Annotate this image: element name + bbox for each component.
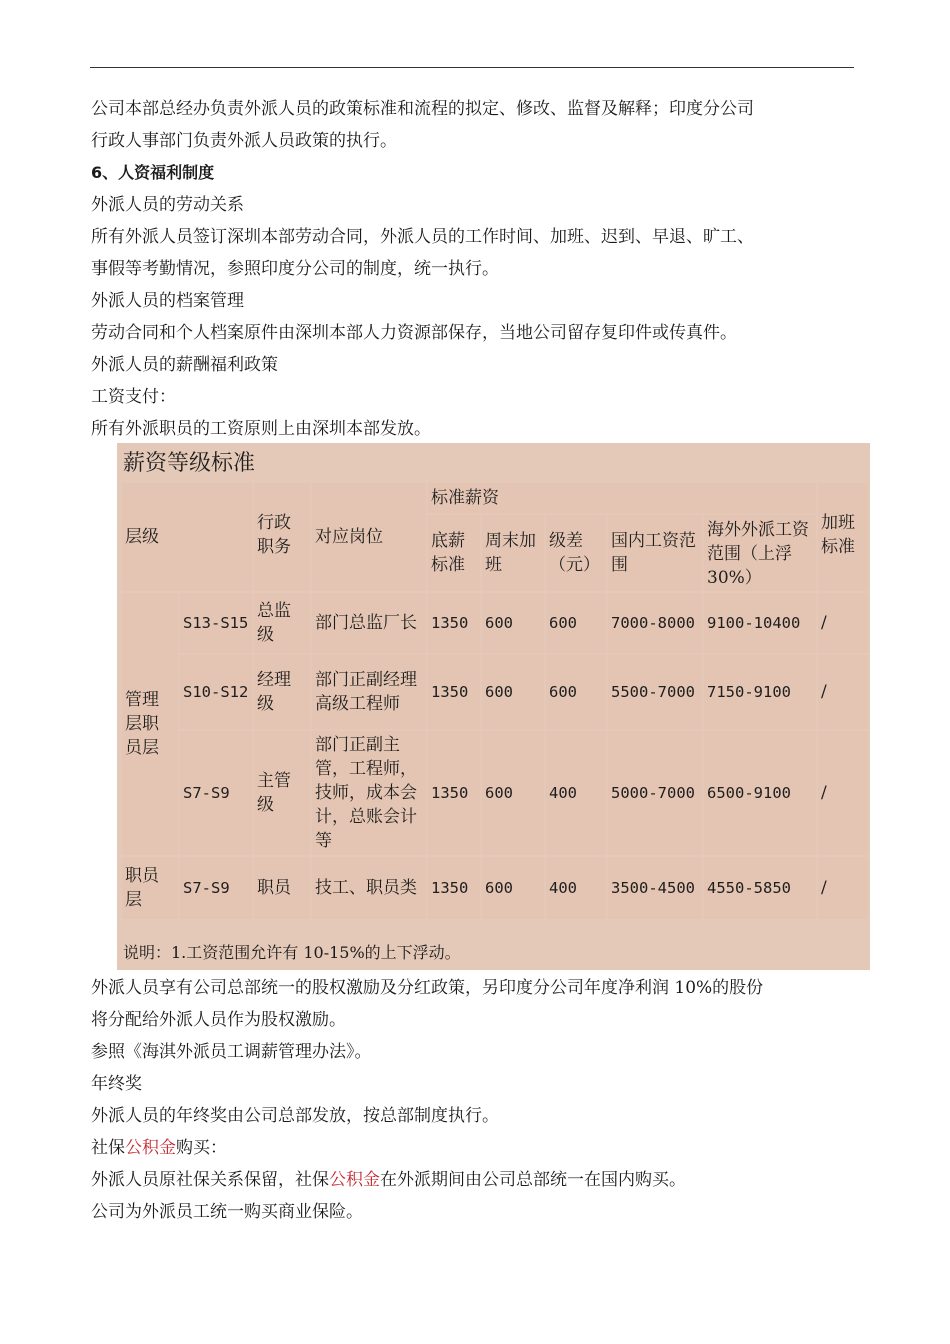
- weekend-cell: 600: [482, 857, 544, 919]
- weekend-cell: 600: [482, 731, 544, 855]
- diff-cell: 400: [546, 731, 606, 855]
- salary-grade-table: [117, 443, 870, 970]
- table-note: 说明：1.工资范围允许有 10-15%的上下浮动。: [123, 943, 461, 962]
- paragraph: 劳动合同和个人档案原件由深圳本部人力资源部保存，当地公司留存复印件或传真件。: [91, 323, 737, 343]
- paragraph: 事假等考勤情况，参照印度分公司的制度，统一执行。: [91, 259, 499, 279]
- overtime-cell: /: [818, 655, 868, 729]
- header-overtime: 加班标准: [818, 483, 868, 591]
- domestic-cell: 7000-8000: [608, 593, 702, 653]
- highlight-text: 公积金: [329, 1170, 380, 1190]
- overtime-cell: /: [818, 593, 868, 653]
- header-standard-salary: 标准薪资: [428, 483, 816, 513]
- domestic-cell: 3500-4500: [608, 857, 702, 919]
- weekend-cell: 600: [482, 593, 544, 653]
- paragraph: 公司本部总经办负责外派人员的政策标准和流程的拟定、修改、监督及解释；印度分公司: [91, 99, 754, 119]
- text-segment: 外派人员原社保关系保留，社保: [91, 1170, 329, 1190]
- position-cell: 部门正副经理高级工程师: [312, 655, 426, 729]
- position-cell: 部门正副主管，工程师，技师，成本会计，总账会计等: [312, 731, 426, 855]
- header-overseas: 海外外派工资范围（上浮 30%）: [704, 515, 816, 591]
- domestic-cell: 5500-7000: [608, 655, 702, 729]
- paragraph: 行政人事部门负责外派人员政策的执行。: [91, 131, 397, 151]
- overseas-cell: 4550-5850: [704, 857, 816, 919]
- grade-cell: S7-S9: [180, 857, 252, 919]
- paragraph: 公司为外派员工统一购买商业保险。: [91, 1202, 363, 1222]
- diff-cell: 400: [546, 857, 606, 919]
- group-staff: 职员层: [122, 857, 178, 919]
- grade-cell: S13-S15: [180, 593, 252, 653]
- overseas-cell: 9100-10400: [704, 593, 816, 653]
- header-weekend: 周末加班: [482, 515, 544, 591]
- paragraph: 将分配给外派人员作为股权激励。: [91, 1010, 346, 1030]
- text-segment: 在外派期间由公司总部统一在国内购买。: [380, 1170, 686, 1190]
- header-domestic: 国内工资范围: [608, 515, 702, 591]
- subheading: 外派人员的档案管理: [91, 291, 244, 311]
- base-cell: 1350: [428, 857, 480, 919]
- paragraph: 所有外派人员签订深圳本部劳动合同，外派人员的工作时间、加班、迟到、早退、旷工、: [91, 227, 754, 247]
- paragraph: 参照《海淇外派员工调薪管理办法》。: [91, 1042, 372, 1062]
- paragraph: 外派人员享有公司总部统一的股权激励及分红政策，另印度分公司年度净利润 10%的股份: [91, 978, 764, 998]
- subheading: 外派人员的薪酬福利政策: [91, 355, 278, 375]
- position-cell: 部门总监厂长: [312, 593, 426, 653]
- header-position: 对应岗位: [312, 483, 426, 591]
- base-cell: 1350: [428, 731, 480, 855]
- text-segment: 购买：: [176, 1138, 227, 1158]
- diff-cell: 600: [546, 655, 606, 729]
- paragraph: 所有外派职员的工资原则上由深圳本部发放。: [91, 419, 431, 439]
- overtime-cell: /: [818, 731, 868, 855]
- text-segment: 社保: [91, 1138, 125, 1158]
- paragraph: [91, 1169, 686, 1191]
- subheading: 工资支付：: [91, 387, 176, 407]
- section-heading: 6、人资福利制度: [91, 163, 215, 182]
- header-base: 底薪标准: [428, 515, 480, 591]
- header-admin-post: 行政职务: [254, 483, 310, 591]
- position-cell: 技工、职员类: [312, 857, 426, 919]
- overseas-cell: 6500-9100: [704, 731, 816, 855]
- post-cell: 职员: [254, 857, 310, 919]
- diff-cell: 600: [546, 593, 606, 653]
- paragraph: 外派人员的年终奖由公司总部发放，按总部制度执行。: [91, 1106, 499, 1126]
- header-level: 层级: [122, 483, 252, 591]
- base-cell: 1350: [428, 655, 480, 729]
- base-cell: 1350: [428, 593, 480, 653]
- post-cell: 经理级: [254, 655, 310, 729]
- subheading: 外派人员的劳动关系: [91, 195, 244, 215]
- weekend-cell: 600: [482, 655, 544, 729]
- domestic-cell: 5000-7000: [608, 731, 702, 855]
- post-cell: 主管级: [254, 731, 310, 855]
- overtime-cell: /: [818, 857, 868, 919]
- grade-cell: S7-S9: [180, 731, 252, 855]
- grade-cell: S10-S12: [180, 655, 252, 729]
- subheading: 年终奖: [91, 1074, 142, 1094]
- table-title: 薪资等级标准: [123, 451, 256, 476]
- group-management: 管理层职员层: [122, 593, 178, 855]
- header-diff: 级差（元）: [546, 515, 606, 591]
- header-rule: [90, 67, 854, 68]
- highlight-text: 公积金: [125, 1138, 176, 1158]
- post-cell: 总监级: [254, 593, 310, 653]
- subheading: [91, 1137, 227, 1159]
- overseas-cell: 7150-9100: [704, 655, 816, 729]
